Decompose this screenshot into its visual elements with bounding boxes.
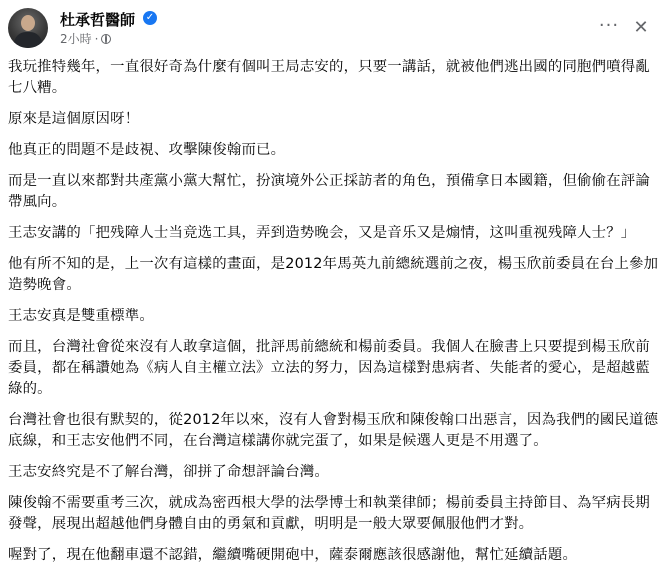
post-paragraph: 我玩推特幾年，一直很好奇為什麼有個叫王局志安的，只要一講話，就被他們逃出國的同胞們噴得亂七八糟。 [8, 59, 650, 96]
globe-icon [101, 34, 111, 44]
avatar-body [14, 32, 42, 48]
post-paragraph: 陳俊翰不需要重考三次，就成為密西根大學的法學博士和執業律師；楊前委員主持節目、為罕病長期發聲，展現出超越他們身體自由的勇氣和貢獻，明明是一般大眾要佩服他們才對。 [8, 495, 650, 532]
close-button[interactable]: ✕ [633, 17, 649, 38]
avatar-face [21, 15, 35, 31]
avatar[interactable] [8, 8, 48, 48]
post-paragraph: 而且，台灣社會從來沒有人敢拿這個，批評馬前總統和楊前委員。我個人在臉書上只要提到楊玉欣前委員，都在稱讚她為《病人自主權立法》立法的努力，因為這樣對患病者、失能者的愛心，是超越藍綠的。 [8, 339, 650, 397]
post-paragraph: 他真正的問題不是歧視、攻擊陳俊翰而已。 [8, 142, 286, 158]
meta-separator: · [94, 32, 99, 46]
more-options-button[interactable]: ··· [598, 15, 620, 36]
post-body [8, 57, 663, 576]
author-name[interactable]: 杜承哲醫師 [60, 11, 136, 29]
post-meta [60, 30, 111, 47]
post-paragraph: 王志安真是雙重標準。 [8, 308, 154, 324]
post-paragraph: 王志安講的「把残障人士当竞选工具，弄到造势晚会，又是音乐又是煽情，这叫重视残障人士？」 [8, 225, 636, 241]
post-paragraph: 王志安終究是不了解台灣，卻拼了命想評論台灣。 [8, 464, 329, 480]
verified-badge-icon: ✓ [143, 11, 157, 25]
post-paragraph: 他有所不知的是，上一次有這樣的畫面，是2012年馬英九前總統選前之夜，楊玉欣前委員在台上參加造勢晚會。 [8, 256, 659, 293]
post-timestamp[interactable]: 2小時 [60, 32, 92, 46]
post-paragraph: 喔對了，現在他翻車還不認錯，繼續嘴硬開砲中，薩泰爾應該很感謝他，幫忙延續話題。 [8, 547, 578, 563]
post-paragraph: 而是一直以來都對共產黨小黨大幫忙，扮演境外公正採訪者的角色，預備拿日本國籍，但偷偷在評論帶風向。 [8, 173, 650, 210]
post-paragraph: 原來是這個原因呀！ [8, 111, 140, 127]
post-header [8, 8, 663, 48]
post-paragraph: 台灣社會也很有默契的，從2012年以來，沒有人會對楊玉欣和陳俊翰口出惡言，因為我們的國民道德底線，和王志安他們不同，在台灣這樣講你就完蛋了，如果是候選人更是不用選了。 [8, 412, 659, 449]
